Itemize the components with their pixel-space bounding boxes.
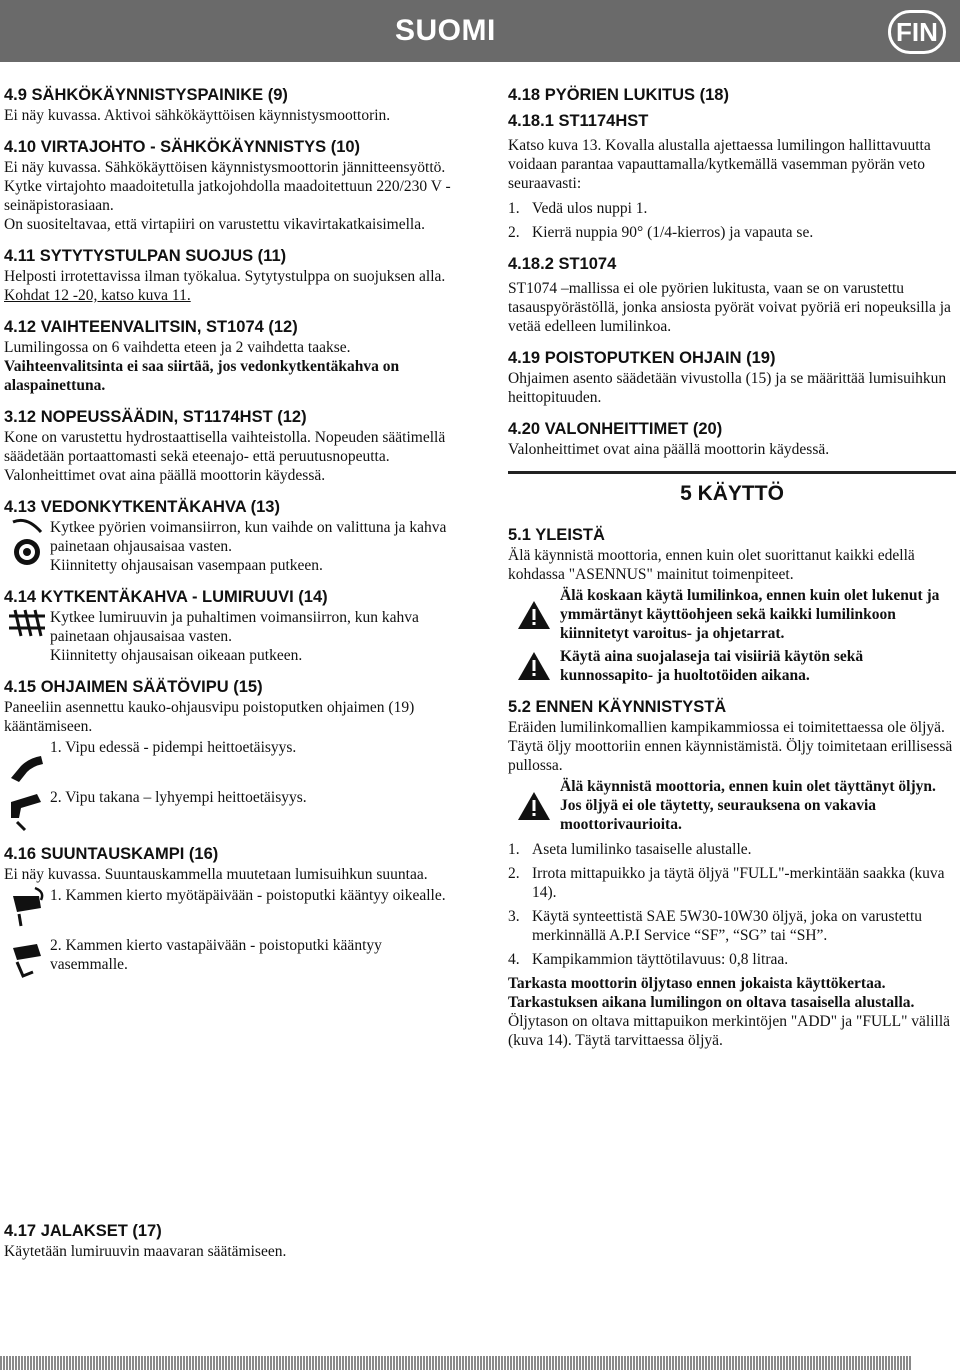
page-header [0, 0, 960, 62]
section-text: Kytkee lumiruuvin ja puhaltimen voimansiirron, kun kahva painetaan ohjausaisaa vasten. [50, 609, 419, 645]
section-4-18-2 [508, 253, 956, 336]
section-text: Valonheittimet ovat aina päällä moottorin käydessä. [508, 441, 830, 458]
section-text: Älä käynnistä moottoria, ennen kuin olet suorittanut kaikki edellä kohdassa "ASENNUS" mainitut toimenpiteet. [508, 547, 915, 583]
section-4-16 [4, 843, 460, 980]
section-text: Ohjaimen asento säädetään vivustolla (15) ja se määrittää lumisuihkun heittopituuden. [508, 370, 947, 406]
section-4-13 [4, 496, 460, 575]
section-4-15 [4, 676, 460, 832]
deflector-far-icon [4, 738, 50, 782]
section-text: Eräiden lumilinkomallien kampikammiossa ei toimitettaessa ole öljyä. Täytä öljy moottoriin ennen käynnistämistä. Öljy toimitetaan erillisessä pullossa. [508, 719, 953, 774]
section-heading: 4.12 VAIHTEENVALITSIN, ST1074 (12) [4, 318, 298, 336]
warning-text: Älä koskaan käytä lumilinkoa, ennen kuin olet lukenut ja ymmärtänyt käyttöohjeen sekä kaikki lumilinkoon kiinnitetyt varoitus- ja ohjetarrat. [560, 587, 940, 642]
steps-list [508, 840, 956, 969]
warning-block [508, 586, 956, 643]
chapter-title: 5 KÄYTTÖ [680, 482, 784, 505]
section-heading: 4.11 SYTYTYSTULPAN SUOJUS (11) [4, 247, 287, 265]
section-text: Kiinnitetty ohjausaisan oikeaan putkeen. [50, 647, 303, 664]
language-title: SUOMI [395, 14, 496, 47]
deflector-near-icon [4, 788, 50, 832]
section-heading: 5.2 ENNEN KÄYNNISTYSTÄ [508, 698, 727, 716]
language-badge [888, 10, 946, 54]
left-column [4, 84, 460, 991]
warning-icon [508, 651, 560, 681]
section-heading: 4.10 VIRTAJOHTO - SÄHKÖKÄYNNISTYS (10) [4, 138, 361, 156]
section-heading: 4.9 SÄHKÖKÄYNNISTYSPAINIKE (9) [4, 86, 288, 104]
section-4-20 [508, 418, 956, 459]
section-text: Paneeliin asennettu kauko-ohjausvipu poistoputken ohjaimen (19) kääntämiseen. [4, 699, 415, 735]
section-4-11 [4, 245, 460, 305]
list-item: 2. Irrota mittapuikko ja täytä öljyä "FULL"-merkintään saakka (kuva 14). [508, 865, 945, 901]
section-4-10 [4, 136, 460, 234]
section-text: Kone on varustettu hydrostaattisella vaihteistolla. Nopeuden säätimellä säädetään portaattomasti sekä eteenajo- että peruutusnopeutta. [4, 429, 446, 465]
crank-counterclockwise-icon [4, 936, 50, 980]
language-badge-label: FIN [896, 17, 938, 47]
section-4-18-1 [508, 110, 956, 242]
section-4-14 [4, 586, 460, 665]
section-heading: 4.18 PYÖRIEN LUKITUS (18) [508, 86, 729, 104]
section-3-12 [4, 406, 460, 485]
steps-list [508, 199, 956, 242]
section-text: Käytetään lumiruuvin maavaran säätämiseen. [4, 1243, 287, 1260]
section-text: Kytkee pyörien voimansiirron, kun vaihde on valittuna ja kahva painetaan ohjausaisaa vasten. [50, 519, 447, 555]
list-item: 2. Vipu takana – lyhyempi heittoetäisyys. [50, 789, 307, 806]
section-heading: 4.13 VEDONKYTKENTÄKAHVA (13) [4, 498, 280, 516]
chapter-rule [508, 471, 956, 474]
section-5-2 [508, 696, 956, 1050]
section-text: Helposti irrotettavissa ilman työkalua. Sytytystulppa on suojuksen alla. [4, 268, 446, 285]
section-5-1 [508, 524, 956, 685]
section-heading: 4.20 VALONHEITTIMET (20) [508, 420, 723, 438]
section-text: Ei näy kuvassa. Suuntauskammella muutetaan lumisuihkun suuntaa. [4, 866, 428, 883]
section-heading: 5.1 YLEISTÄ [508, 526, 605, 544]
auger-drive-icon [4, 608, 50, 642]
section-heading: 4.19 POISTOPUTKEN OHJAIN (19) [508, 349, 776, 367]
warning-icon [508, 791, 560, 821]
section-text: Ei näy kuvassa. Sähkökäyttöisen käynnistysmoottorin jännitteensyöttö. Kytke virtajohto maadoitetulla jatkojohdolla maadoitettuun 220/230 V -seinäpistorasiaan. [4, 159, 451, 214]
list-item: 1. Vipu edessä - pidempi heittoetäisyys. [50, 739, 297, 756]
wheel-drive-icon [4, 518, 50, 568]
list-item: 1. Aseta lumilinko tasaiselle alustalle. [508, 841, 752, 858]
section-heading: 4.15 OHJAIMEN SÄÄTÖVIPU (15) [4, 678, 263, 696]
section-heading: 4.14 KYTKENTÄKAHVA - LUMIRUUVI (14) [4, 588, 328, 606]
section-4-9 [4, 84, 460, 125]
list-item: 1. Kammen kierto myötäpäivään - poistoputki kääntyy oikealle. [50, 887, 446, 904]
footer-hatch [0, 1356, 912, 1370]
section-4-12 [4, 316, 460, 395]
section-text-bold: Tarkasta moottorin öljytaso ennen jokaista käyttökertaa. Tarkastuksen aikana lumilingon on oltava tasaisella alustalla. [508, 975, 915, 1011]
section-4-17 [4, 1220, 460, 1261]
list-item: 2. Kammen kierto vastapäivään - poistoputki kääntyy vasemmalle. [50, 937, 382, 973]
section-heading: 3.12 NOPEUSSÄÄDIN, ST1174HST (12) [4, 408, 307, 426]
section-heading: 4.18.1 ST1174HST [508, 112, 649, 130]
section-4-19 [508, 347, 956, 407]
section-heading: 4.18.2 ST1074 [508, 255, 617, 273]
section-heading: 4.16 SUUNTAUSKAMPI (16) [4, 845, 219, 863]
warning-block [508, 777, 956, 834]
section-text: On suositeltavaa, että virtapiiri on varustettu vikavirtakatkaisimella. [4, 216, 425, 233]
section-text-bold: Vaihteenvalitsinta ei saa siirtää, jos vedonkytkentäkahva on alaspainettuna. [4, 358, 400, 394]
section-text: Kiinnitetty ohjausaisan vasempaan putkeen. [50, 557, 323, 574]
list-item: 2. Kierrä nuppia 90° (1/4-kierros) ja vapauta se. [508, 224, 814, 241]
section-text: Ei näy kuvassa. Aktivoi sähkökäyttöisen käynnistysmoottorin. [4, 107, 391, 124]
right-column [508, 84, 956, 1061]
warning-icon [508, 600, 560, 630]
list-item: 1. Vedä ulos nuppi 1. [508, 200, 648, 217]
section-text: Valonheittimet ovat aina päällä moottorin käydessä. [4, 467, 326, 484]
list-item: 4. Kampikammion täyttötilavuus: 0,8 litraa. [508, 951, 789, 968]
warning-text: Älä käynnistä moottoria, ennen kuin olet täyttänyt öljyn. Jos öljyä ei ole täytetty, seurauksena on vakavia moottorivaurioita. [560, 778, 936, 833]
section-4-18 [508, 84, 956, 106]
section-text: Katso kuva 13. Kovalla alustalla ajettaessa lumilingon hallittavuutta voidaan parantaa vapauttamalla/kytkemällä vasemman pyörän veto seuraavasti: [508, 137, 931, 192]
section-heading: 4.17 JALAKSET (17) [4, 1222, 162, 1240]
warning-text: Käytä aina suojalaseja tai visiiriä käytön sekä kunnossapito- ja huoltotöiden aikana. [560, 648, 864, 684]
section-text: Öljytason on oltava mittapuikon merkintöjen "ADD" ja "FULL" välillä (kuva 14). Täytä tarvittaessa öljyä. [508, 1013, 951, 1049]
crank-clockwise-icon [4, 886, 50, 930]
section-text-underlined: Kohdat 12 -20, katso kuva 11. [4, 287, 191, 304]
list-item: 3. Käytä synteettistä SAE 5W30-10W30 öljyä, joka on varustettu merkinnällä A.P.I Service “SF”, “SG” tai “SH”. [508, 908, 922, 944]
section-text: Lumilingossa on 6 vaihdetta eteen ja 2 vaihdetta taakse. [4, 339, 351, 356]
warning-block [508, 647, 956, 685]
section-text: ST1074 –mallissa ei ole pyörien lukitusta, vaan se on varustettu tasauspyörästöllä, jonka ansiosta pyörät voivat pyöriä eri nopeuksilla ja vetää edelleen lumilinkoa. [508, 280, 951, 335]
